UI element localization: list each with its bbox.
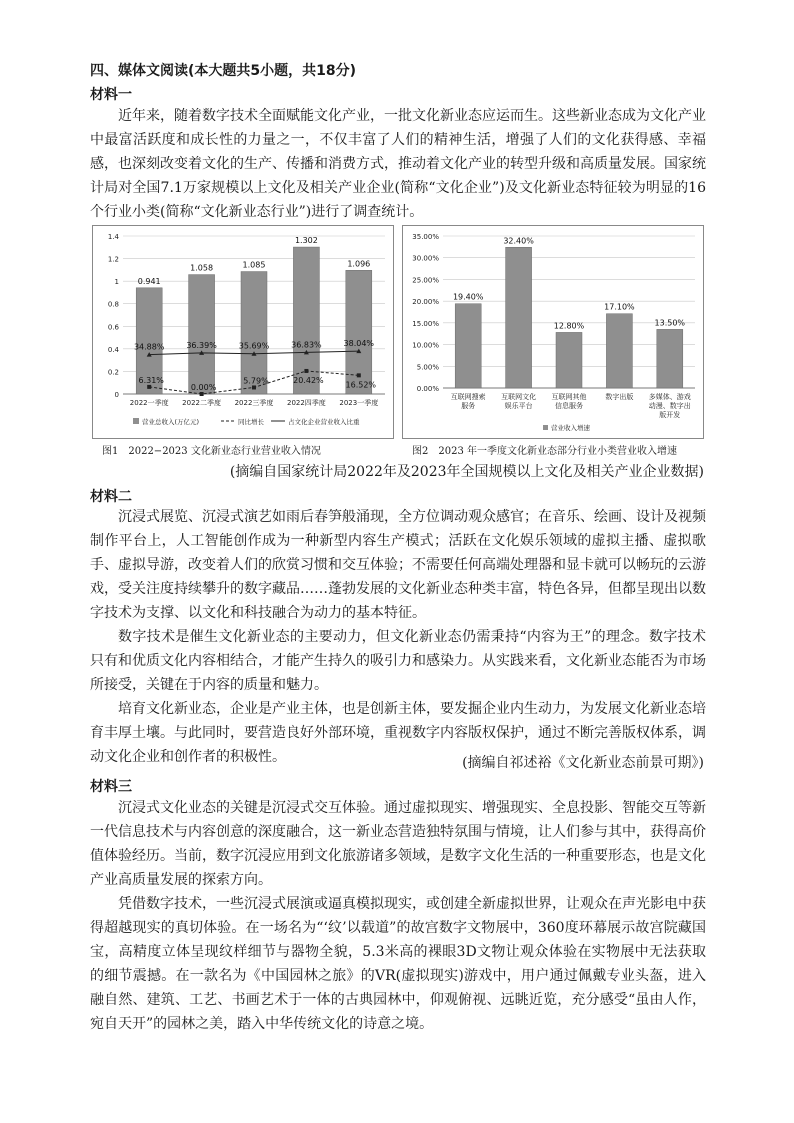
x-tick-label: 2022二季度 (182, 399, 222, 407)
revenue-chart-svg (93, 226, 393, 438)
growth-point (304, 369, 308, 373)
growth-value-label: 16.52% (345, 380, 377, 390)
material2-label: 材料二 (90, 489, 132, 505)
legend-label: 营业收入增速 (551, 424, 590, 432)
growth-value-label: 5.79% (243, 376, 269, 386)
legend-swatch (543, 425, 548, 430)
material1-label: 材料一 (90, 87, 132, 103)
share-value-label: 35.69% (238, 341, 270, 351)
x-tick-label: 版开发 (659, 411, 681, 419)
x-tick-label: 互联网搜索 (450, 393, 486, 401)
y-tick-label: 0.4 (107, 345, 119, 354)
material3-paragraph-1: 沉浸式文化业态的关键是沉浸式交互体验。通过虚拟现实、增强现实、全息投影、智能交互等新一代信息技术与内容创意的深度融合，这一新业态营造独特氛围与情境，让人们参与其中，获得高价值体验经历。当前，数字沉浸应用到文化旅游诸多领域，是数字文化生活的一种重要形态，也是文化产业高质量发展的探索方向。 (90, 800, 706, 888)
legend-swatch-revenue (133, 418, 139, 424)
growth-bar (606, 314, 632, 388)
y-tick-label: 1.2 (107, 255, 119, 264)
x-tick-label: 互联网文化 (501, 393, 537, 401)
y-tick-label: 25.00% (412, 276, 439, 285)
x-tick-label: 互联网其他 (551, 393, 587, 401)
bar-value-label: 13.50% (654, 318, 686, 328)
growth-value-label: 20.42% (293, 375, 324, 385)
bar-value-label: 1.096 (347, 259, 371, 269)
figure1-chart (92, 225, 394, 439)
material3-paragraph-2: 凭借数字技术，一些沉浸式展演或逼真模拟现实，或创建全新虚拟世界，让观众在声光影电中获得超越现实的真切体验。在一场名为“‘纹’以载道”的故宫数字文物展中，360度环幕展示故宫院藏国宝，高精度立体呈现纹样细节与器物全貌，5.3米高的裸眼3D文物让观众体验在实物展中无法获取的细节震撼。在一款名为《中国园林之旅》的VR(虚拟现实)游戏中，用户通过佩戴专业头盔，进入融自然、建筑、工艺、书画艺术于一体的古典园林中，仰观俯视、远眺近览，充分感受“虽由人作，宛自天开”的园林之美，踏入中华传统文化的诗意之境。 (90, 896, 706, 1032)
figure1-caption: 图1 2022−2023 文化新业态行业营业收入情况 (102, 446, 321, 457)
y-tick-label: 0.2 (107, 368, 119, 377)
x-tick-label: 动漫、数字出 (648, 402, 691, 410)
material3-label: 材料三 (90, 779, 132, 795)
y-tick-label: 1 (114, 278, 119, 287)
material2-paragraph-3: 培育文化新业态，企业是产业主体，也是创新主体，要发掘企业内生动力，为发展文化新业态培育丰厚土壤。与此同时，要营造良好外部环境，重视数字内容版权保护，通过不断完善版权体系，调动文化企业和创作者的积极性。 (90, 701, 706, 765)
growth-point (200, 392, 204, 396)
growth-value-label: 6.31% (138, 375, 164, 385)
section-title: 四、媒体文阅读(本大题共5小题，共18分) (90, 63, 357, 79)
legend-label-growth: 同比增长 (238, 418, 264, 426)
share-value-label: 34.88% (133, 342, 165, 352)
share-value-label: 36.83% (291, 340, 322, 350)
x-tick-label: 娱乐平台 (504, 402, 533, 410)
revenue-bar (189, 275, 215, 394)
x-tick-label: 信息服务 (555, 402, 583, 410)
growth-bar (657, 329, 683, 388)
y-tick-label: 20.00% (412, 298, 439, 307)
growth-point (357, 373, 361, 377)
growth-bar (506, 247, 532, 388)
y-tick-label: 0.00% (416, 385, 439, 393)
x-tick-label: 服务 (461, 402, 476, 410)
x-tick-label: 2023一季度 (339, 399, 379, 407)
bar-value-label: 12.80% (553, 321, 585, 331)
y-tick-label: 35.00% (412, 233, 439, 241)
growth-bar (455, 304, 481, 388)
legend-label-revenue: 营业总收入(万亿元) (142, 418, 200, 426)
y-tick-label: 1.4 (107, 233, 119, 241)
x-tick-label: 2022四季度 (286, 399, 326, 407)
material1-source: (摘编自国家统计局2022年及2023年全国规模以上文化及相关产业企业数据) (229, 464, 704, 480)
figure2-chart (402, 225, 704, 439)
legend-label-share: 占文化企业营业收入比重 (288, 418, 360, 426)
bar-value-label: 1.058 (190, 263, 214, 273)
growth-chart-svg (403, 226, 703, 438)
bar-value-label: 1.085 (242, 260, 266, 270)
material2-source: (摘编自祁述裕《文化新业态前景可期》) (462, 755, 704, 771)
x-tick-label: 多媒体、游戏 (648, 393, 691, 401)
y-tick-label: 0.8 (107, 300, 119, 309)
growth-value-label: 0.00% (190, 383, 217, 392)
x-tick-label: 2022一季度 (129, 399, 169, 407)
growth-bar (556, 332, 582, 388)
bar-value-label: 19.40% (452, 292, 484, 302)
y-tick-label: 30.00% (412, 254, 439, 263)
y-tick-label: 15.00% (412, 319, 439, 328)
y-tick-label: 0 (114, 391, 119, 399)
share-value-label: 38.04% (343, 339, 375, 349)
figure2-caption: 图2 2023 年一季度文化新业态部分行业小类营业收入增速 (412, 446, 677, 457)
y-tick-label: 0.6 (107, 323, 119, 332)
y-tick-label: 10.00% (412, 341, 439, 350)
bar-value-label: 1.302 (294, 236, 318, 246)
growth-point (147, 385, 151, 389)
y-tick-label: 5.00% (416, 363, 439, 372)
material1-paragraph: 近年来，随着数字技术全面赋能文化产业，一批文化新业态应运而生。这些新业态成为文化产业中最富活跃度和成长性的力量之一，不仅丰富了人们的精神生活，增强了人们的文化获得感、幸福感，也深刻改变着文化的生产、传播和消费方式，推动着文化产业的转型升级和高质量发展。国家统计局对全国7.1万家规模以上文化及相关产业企业(简称“文化企业”)及文化新业态特征较为明显的16个行业小类(简称“文化新业态行业”)进行了调查统计。 (90, 108, 706, 220)
material2-paragraph-2: 数字技术是催生文化新业态的主要动力，但文化新业态仍需秉持“内容为王”的理念。数字技术只有和优质文化内容相结合，才能产生持久的吸引力和感染力。从实践来看，文化新业态能否为市场所接受，关键在于内容的质量和魅力。 (90, 629, 706, 693)
bar-value-label: 32.40% (503, 236, 534, 246)
material2-paragraph-1: 沉浸式展览、沉浸式演艺如雨后春笋般涌现，全方位调动观众感官；在音乐、绘画、设计及视频制作平台上，人工智能创作成为一种新型内容生产模式；活跃在文化娱乐领域的虚拟主播、虚拟歌手、虚拟导游，改变着人们的欣赏习惯和交互体验；不需要任何高端处理器和显卡就可以畅玩的云游戏，受关注度持续攀升的数字藏品……蓬勃发展的文化新业态种类丰富，特色各异，但都呈现出以数字技术为支撑、以文化和科技融合为动力的基本特征。 (90, 509, 706, 621)
bar-value-label: 17.10% (604, 302, 635, 312)
share-value-label: 36.39% (186, 340, 217, 350)
growth-point (252, 385, 256, 389)
x-tick-label: 数字出版 (605, 393, 634, 401)
bar-value-label: 0.941 (137, 276, 161, 286)
x-tick-label: 2022三季度 (234, 399, 274, 407)
